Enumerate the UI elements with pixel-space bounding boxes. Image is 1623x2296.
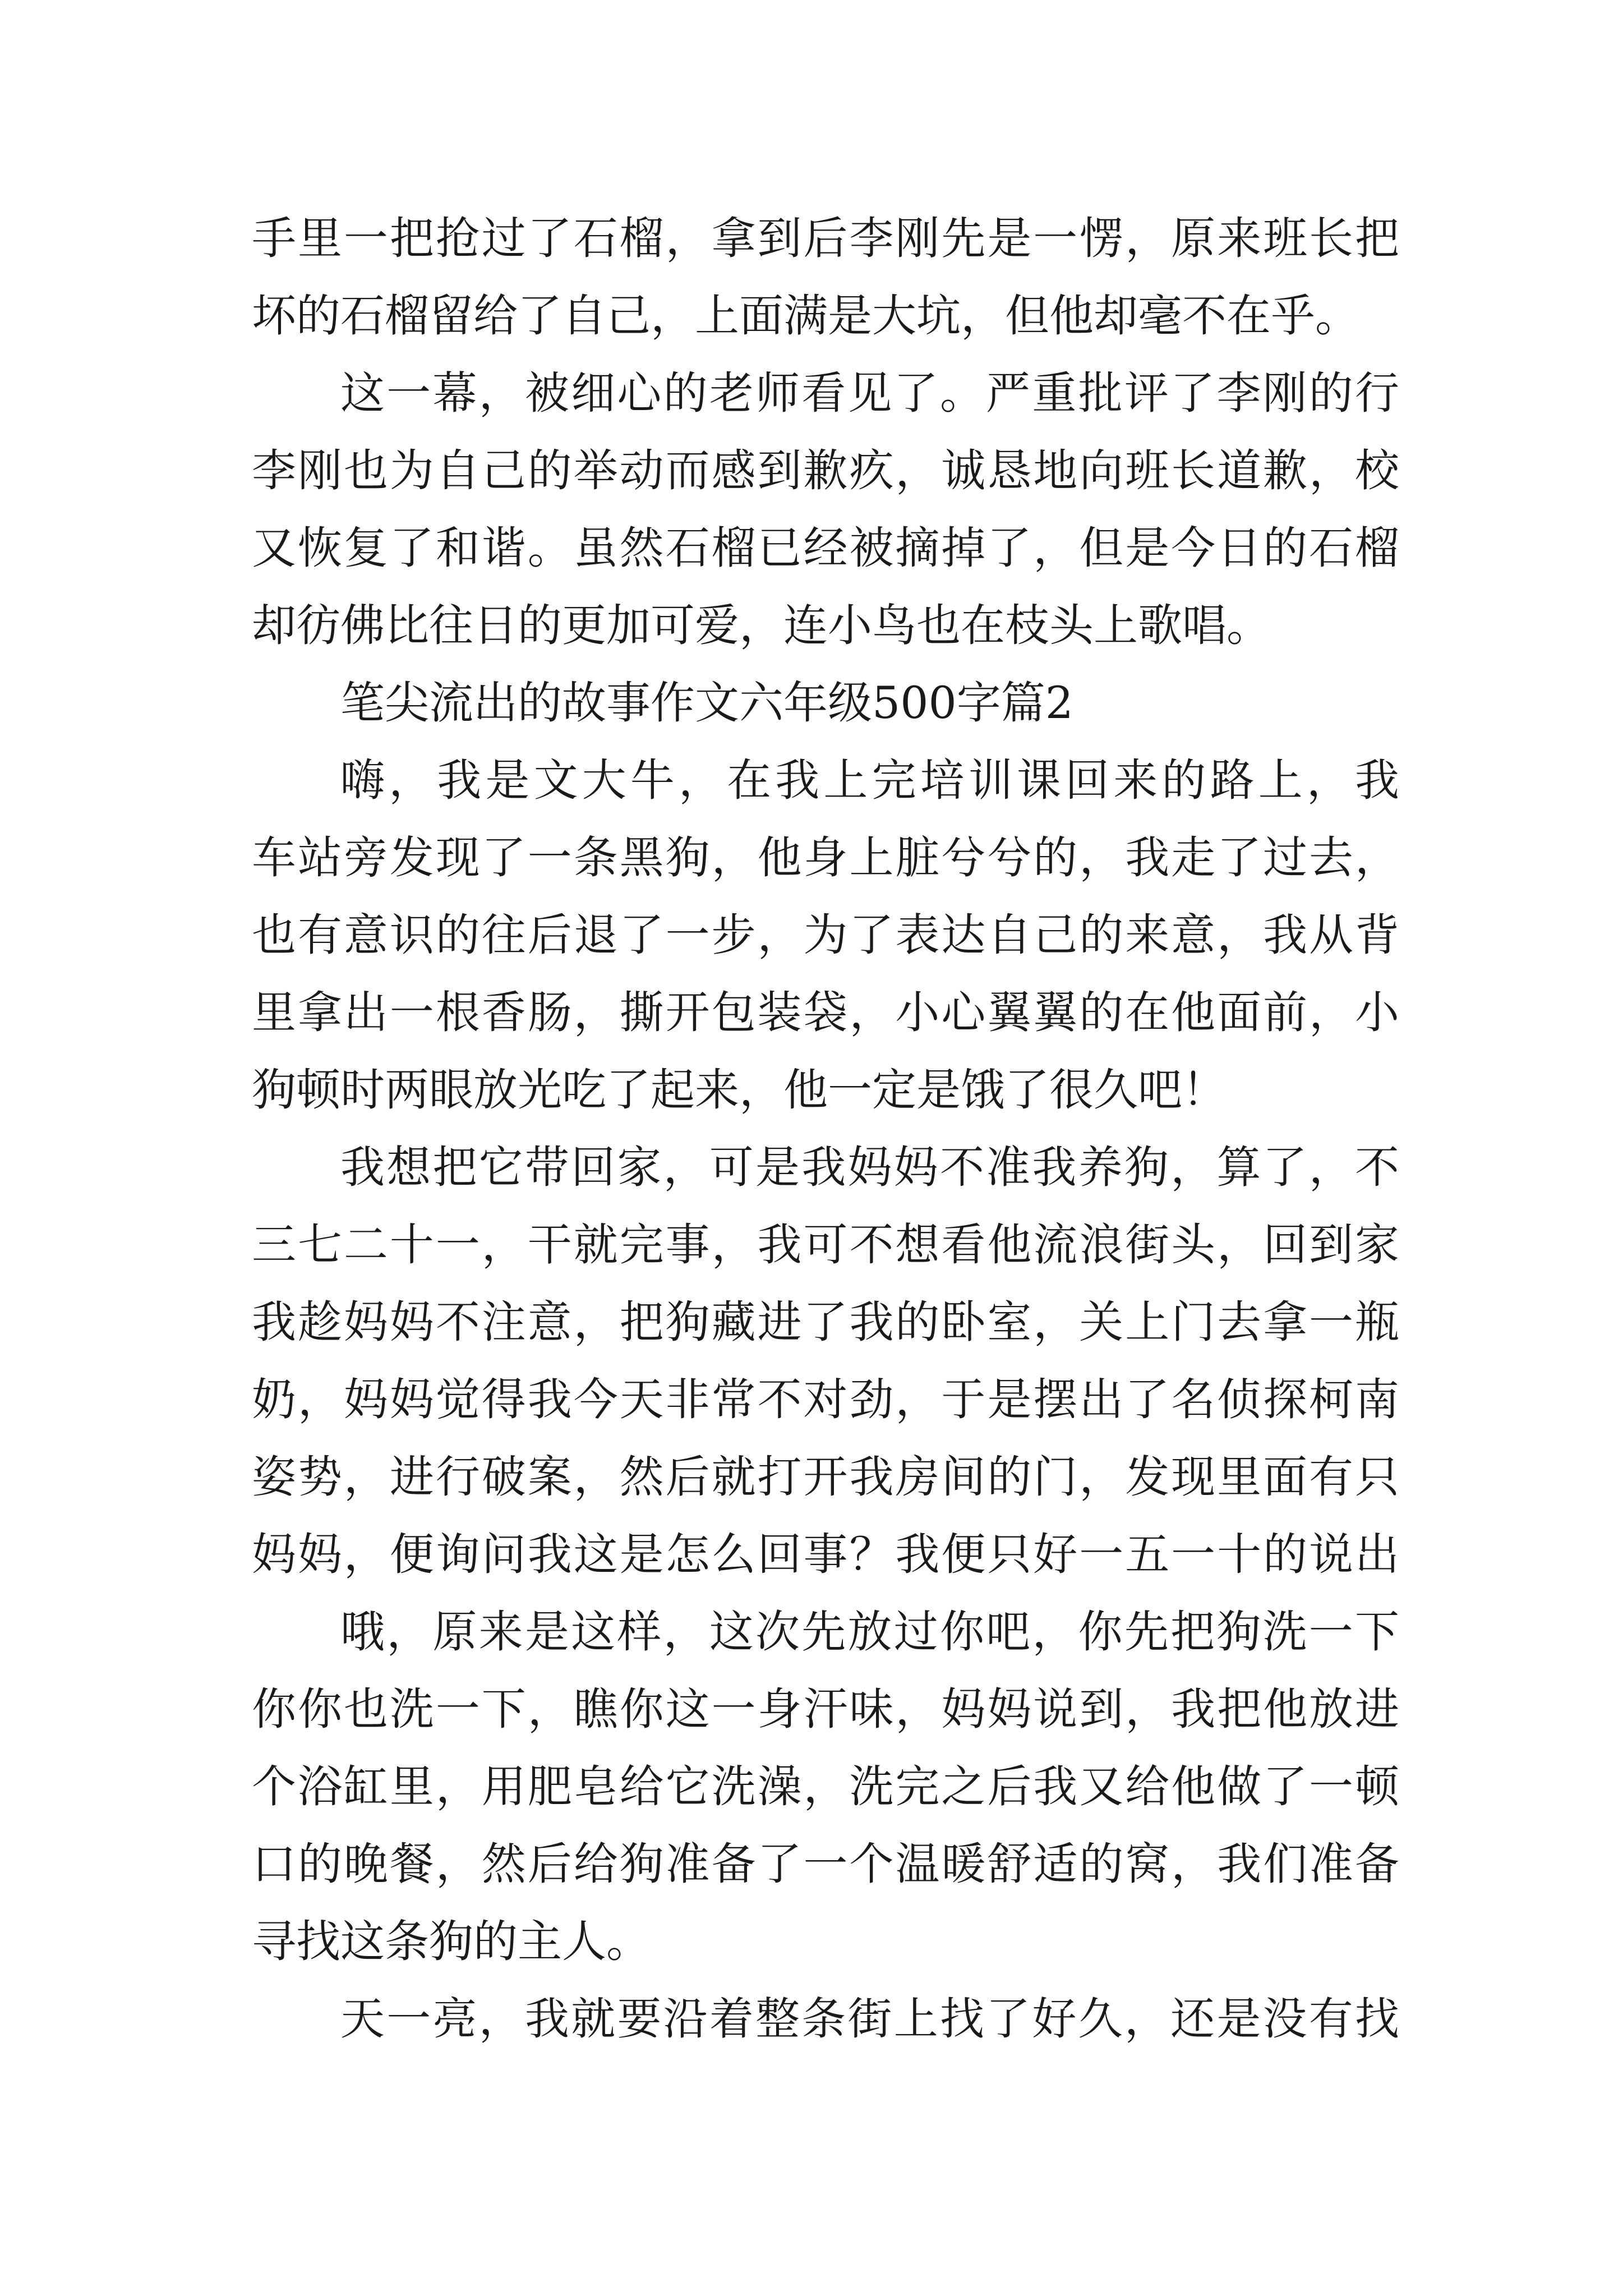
text-line: 妈妈，便询问我这是怎么回事？我便只好一五一十的说出 [252, 1529, 1399, 1580]
text-line: 三七二十一，干就完事，我可不想看他流浪街头，回到家 [252, 1219, 1399, 1271]
text-line: 你你也洗一下，瞧你这一身汗味，妈妈说到，我把他放进 [252, 1683, 1399, 1735]
text-line: 我想把它带回家，可是我妈妈不准我养狗，算了，不 [340, 1142, 1399, 1193]
text-line: 手里一把抢过了石榴，拿到后李刚先是一愣，原来班长把 [252, 213, 1399, 264]
text-line: 奶，妈妈觉得我今天非常不对劲，于是摆出了名侦探柯南 [252, 1374, 1399, 1425]
text-line: 狗顿时两眼放光吃了起来，他一定是饿了很久吧！ [252, 1064, 1227, 1116]
text-line: 寻找这条狗的主人。 [252, 1916, 651, 1967]
text-line: 口的晚餐，然后给狗准备了一个温暖舒适的窝，我们准备 [252, 1838, 1399, 1890]
text-line: 坏的石榴留给了自己，上面满是大坑，但他却毫不在乎。 [252, 290, 1359, 342]
text-line: 却彷佛比往日的更加可爱，连小鸟也在枝头上歌唱。 [252, 600, 1271, 651]
text-line: 李刚也为自己的举动而感到歉疚，诚恳地向班长道歉，校 [252, 445, 1399, 496]
text-line: 车站旁发现了一条黑狗，他身上脏兮兮的，我走了过去， [252, 832, 1399, 884]
text-line: 个浴缸里，用肥皂给它洗澡，洗完之后我又给他做了一顿 [252, 1761, 1399, 1812]
text-line: 姿势，进行破案，然后就打开我房间的门，发现里面有只 [252, 1451, 1399, 1503]
body-text [252, 200, 1399, 2058]
text-line: 里拿出一根香肠，撕开包装袋，小心翼翼的在他面前，小 [252, 987, 1399, 1038]
section-heading: 笔尖流出的故事作文六年级500字篇2 [340, 677, 1074, 729]
text-line: 这一幕，被细心的老师看见了。严重批评了李刚的行 [340, 367, 1399, 419]
text-line: 嗨，我是文大牛，在我上完培训课回来的路上，我 [340, 754, 1399, 806]
text-line: 也有意识的往后退了一步，为了表达自己的来意，我从背 [252, 909, 1399, 961]
text-line: 哦，原来是这样，这次先放过你吧，你先把狗洗一下 [340, 1606, 1399, 1658]
text-line: 又恢复了和谐。虽然石榴已经被摘掉了，但是今日的石榴 [252, 522, 1399, 574]
text-line: 天一亮，我就要沿着整条街上找了好久，还是没有找 [340, 1993, 1399, 2045]
text-line: 我趁妈妈不注意，把狗藏进了我的卧室，关上门去拿一瓶 [252, 1296, 1399, 1348]
